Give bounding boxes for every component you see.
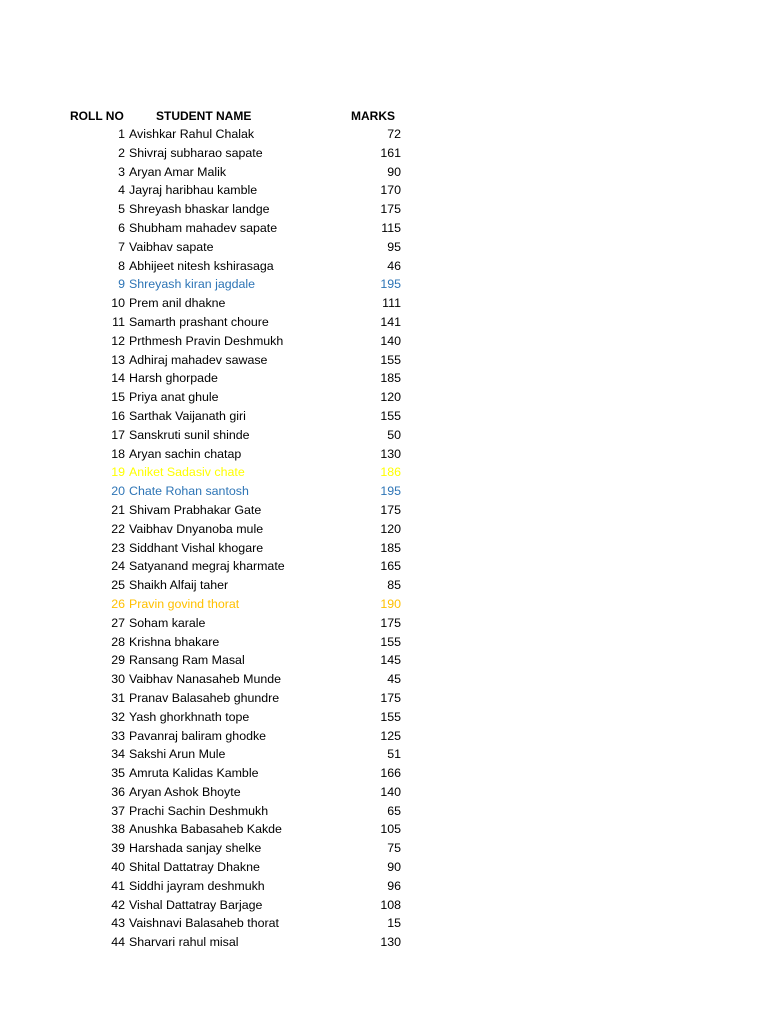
student-name-cell: Shaikh Alfaij taher [129, 578, 229, 593]
table-row [0, 745, 768, 764]
roll-no-cell: 31 [111, 690, 125, 705]
student-name-cell: Pranav Balasaheb ghundre [129, 690, 280, 705]
marks-cell: 175 [380, 615, 401, 630]
table-row [0, 313, 768, 332]
table-row [0, 802, 768, 821]
roll-no-cell: 43 [111, 916, 125, 931]
marks-cell: 51 [387, 747, 401, 762]
roll-no-cell: 20 [111, 484, 125, 499]
student-name-cell: Sharvari rahul misal [129, 935, 239, 950]
roll-no-cell: 33 [111, 728, 125, 743]
table-row [0, 163, 768, 182]
roll-no-cell: 41 [111, 878, 125, 893]
marks-cell: 155 [380, 352, 401, 367]
student-rows [0, 125, 768, 952]
marks-cell: 161 [380, 145, 401, 160]
roll-no-cell: 44 [111, 935, 125, 950]
student-name-cell: Aryan sachin chatap [129, 446, 242, 461]
student-name-cell: Sakshi Arun Mule [129, 747, 226, 762]
table-row [0, 877, 768, 896]
student-name-cell: Shivam Prabhakar Gate [129, 502, 262, 517]
student-name-cell: Prachi Sachin Deshmukh [129, 803, 269, 818]
roll-no-cell: 14 [111, 371, 125, 386]
roll-no-cell: 28 [111, 634, 125, 649]
student-name-cell: Siddhant Vishal khogare [129, 540, 264, 555]
marks-cell: 105 [380, 822, 401, 837]
table-row [0, 520, 768, 539]
student-name-cell: Samarth prashant choure [129, 314, 269, 329]
student-name-cell: Vaibhav sapate [129, 239, 214, 254]
roll-no-cell: 17 [111, 427, 125, 442]
marks-cell: 45 [387, 672, 401, 687]
roll-no-cell: 11 [112, 314, 125, 329]
marks-cell: 50 [387, 427, 401, 442]
marks-cell: 96 [387, 878, 401, 893]
marks-cell: 195 [380, 484, 401, 499]
marks-cell: 15 [387, 916, 401, 931]
student-name-cell: Aryan Amar Malik [129, 164, 227, 179]
marks-cell: 95 [387, 239, 401, 254]
roll-no-cell: 30 [111, 672, 125, 687]
table-row [0, 576, 768, 595]
roll-no-cell: 12 [111, 333, 125, 348]
roll-no-cell: 35 [111, 766, 125, 781]
roll-no-cell: 25 [111, 578, 125, 593]
student-name-cell: Vishal Dattatray Barjage [129, 897, 263, 912]
table-row [0, 858, 768, 877]
student-name-cell: Abhijeet nitesh kshirasaga [129, 258, 274, 273]
marks-cell: 65 [387, 803, 401, 818]
student-name-cell: Pavanraj baliram ghodke [129, 728, 267, 743]
marks-cell: 140 [380, 333, 401, 348]
table-row [0, 633, 768, 652]
marks-cell: 195 [380, 277, 401, 292]
marks-cell: 155 [380, 709, 401, 724]
table-row [0, 238, 768, 257]
marks-header: MARKS [351, 109, 395, 123]
marks-cell: 111 [382, 296, 401, 311]
student-name-cell: Harsh ghorpade [129, 371, 218, 386]
roll-no-cell: 15 [111, 390, 125, 405]
marks-cell: 125 [380, 728, 401, 743]
table-row [0, 896, 768, 915]
table-row [0, 445, 768, 464]
roll-no-cell: 13 [111, 352, 125, 367]
student-name-header: STUDENT NAME [156, 109, 252, 123]
roll-no-cell: 10 [111, 296, 125, 311]
table-row [0, 369, 768, 388]
student-name-cell: Avishkar Rahul Chalak [129, 127, 255, 141]
marks-cell: 90 [387, 860, 401, 875]
student-name-cell: Harshada sanjay shelke [129, 841, 262, 856]
table-row [0, 595, 768, 614]
marks-cell: 120 [380, 390, 401, 405]
table-row [0, 839, 768, 858]
table-row [0, 482, 768, 501]
student-name-cell: Priya anat ghule [129, 390, 219, 405]
roll-no-cell: 24 [111, 559, 125, 574]
table-row [0, 426, 768, 445]
table-row [0, 463, 768, 482]
marks-cell: 185 [380, 540, 401, 555]
roll-no-cell: 34 [111, 747, 125, 762]
roll-no-cell: 36 [111, 784, 125, 799]
header-row [0, 107, 768, 125]
student-name-cell: Shreyash bhaskar landge [129, 202, 270, 217]
roll-no-cell: 37 [111, 803, 125, 818]
table-row [0, 332, 768, 351]
table-row [0, 407, 768, 426]
student-name-cell: Shivraj subharao sapate [129, 145, 263, 160]
roll-no-cell: 3 [118, 164, 125, 179]
roll-no-cell: 2 [118, 145, 125, 160]
student-name-cell: Prem anil dhakne [129, 296, 226, 311]
table-row [0, 557, 768, 576]
roll-no-cell: 1 [118, 127, 125, 141]
student-name-cell: Sarthak Vaijanath giri [129, 408, 246, 423]
marks-cell: 85 [387, 578, 401, 593]
marks-cell: 186 [380, 465, 401, 480]
table-row [0, 727, 768, 746]
student-name-cell: Prthmesh Pravin Deshmukh [129, 333, 284, 348]
marks-sheet [0, 107, 768, 952]
table-row [0, 783, 768, 802]
roll-no-cell: 6 [118, 220, 125, 235]
student-name-cell: Shital Dattatray Dhakne [129, 860, 260, 875]
marks-cell: 155 [380, 634, 401, 649]
student-name-cell: Anushka Babasaheb Kakde [129, 822, 282, 837]
roll-no-cell: 7 [118, 239, 125, 254]
table-row [0, 275, 768, 294]
marks-cell: 140 [380, 784, 401, 799]
student-name-cell: Aryan Ashok Bhoyte [129, 784, 241, 799]
student-name-cell: Aniket Sadasiv chate [129, 465, 245, 480]
table-row [0, 219, 768, 238]
marks-cell: 190 [380, 596, 401, 611]
marks-cell: 166 [380, 766, 401, 781]
roll-no-cell: 16 [111, 408, 125, 423]
table-row [0, 200, 768, 219]
student-name-cell: Satyanand megraj kharmate [129, 559, 285, 574]
marks-cell: 170 [380, 183, 401, 198]
table-row [0, 501, 768, 520]
roll-no-cell: 42 [111, 897, 125, 912]
roll-no-cell: 32 [111, 709, 125, 724]
table-row [0, 181, 768, 200]
table-row [0, 388, 768, 407]
table-row [0, 614, 768, 633]
roll-no-cell: 23 [111, 540, 125, 555]
marks-cell: 175 [380, 502, 401, 517]
marks-cell: 175 [380, 690, 401, 705]
marks-cell: 108 [380, 897, 401, 912]
roll-no-cell: 27 [111, 615, 125, 630]
student-name-cell: Chate Rohan santosh [129, 484, 249, 499]
marks-cell: 120 [380, 521, 401, 536]
roll-no-cell: 19 [111, 465, 125, 480]
student-name-cell: Sanskruti sunil shinde [129, 427, 250, 442]
marks-cell: 115 [381, 220, 401, 235]
marks-cell: 141 [380, 314, 401, 329]
table-row [0, 294, 768, 313]
student-name-cell: Amruta Kalidas Kamble [129, 766, 259, 781]
roll-no-cell: 39 [111, 841, 125, 856]
roll-no-cell: 29 [111, 653, 125, 668]
student-name-cell: Vaishnavi Balasaheb thorat [129, 916, 279, 931]
marks-cell: 72 [387, 127, 401, 141]
roll-no-cell: 9 [118, 277, 125, 292]
table-row [0, 651, 768, 670]
student-name-cell: Adhiraj mahadev sawase [129, 352, 268, 367]
marks-cell: 165 [380, 559, 401, 574]
marks-cell: 130 [380, 446, 401, 461]
student-name-cell: Vaibhav Nanasaheb Munde [129, 672, 282, 687]
table-row [0, 933, 768, 952]
roll-no-cell: 22 [111, 521, 125, 536]
roll-no-cell: 26 [111, 596, 125, 611]
student-name-cell: Shreyash kiran jagdale [129, 277, 256, 292]
student-name-cell: Soham karale [129, 615, 206, 630]
roll-no-cell: 40 [111, 860, 125, 875]
table-row [0, 539, 768, 558]
roll-no-cell: 4 [118, 183, 125, 198]
marks-cell: 175 [380, 202, 401, 217]
marks-cell: 90 [387, 164, 401, 179]
roll-no-cell: 38 [111, 822, 125, 837]
table-row [0, 914, 768, 933]
table-row [0, 764, 768, 783]
table-row [0, 144, 768, 163]
roll-no-cell: 21 [111, 502, 125, 517]
marks-cell: 130 [380, 935, 401, 950]
marks-cell: 75 [387, 841, 401, 856]
table-row [0, 351, 768, 370]
roll-no-cell: 5 [118, 202, 125, 217]
table-row [0, 670, 768, 689]
table-row [0, 125, 768, 144]
marks-cell: 155 [380, 408, 401, 423]
student-name-cell: Vaibhav Dnyanoba mule [129, 521, 264, 536]
student-name-cell: Shubham mahadev sapate [129, 220, 278, 235]
table-row [0, 689, 768, 708]
student-name-cell: Pravin govind thorat [129, 596, 240, 611]
marks-cell: 185 [380, 371, 401, 386]
student-name-cell: Yash ghorkhnath tope [129, 709, 250, 724]
student-name-cell: Ransang Ram Masal [129, 653, 245, 668]
student-name-cell: Krishna bhakare [129, 634, 220, 649]
table-row [0, 708, 768, 727]
student-name-cell: Siddhi jayram deshmukh [129, 878, 265, 893]
roll-no-cell: 8 [118, 258, 125, 273]
student-name-cell: Jayraj haribhau kamble [129, 183, 258, 198]
marks-cell: 145 [380, 653, 401, 668]
marks-cell: 46 [387, 258, 401, 273]
table-row [0, 820, 768, 839]
roll-no-cell: 18 [111, 446, 125, 461]
table-row [0, 257, 768, 276]
roll-no-header: ROLL NO [70, 109, 124, 123]
